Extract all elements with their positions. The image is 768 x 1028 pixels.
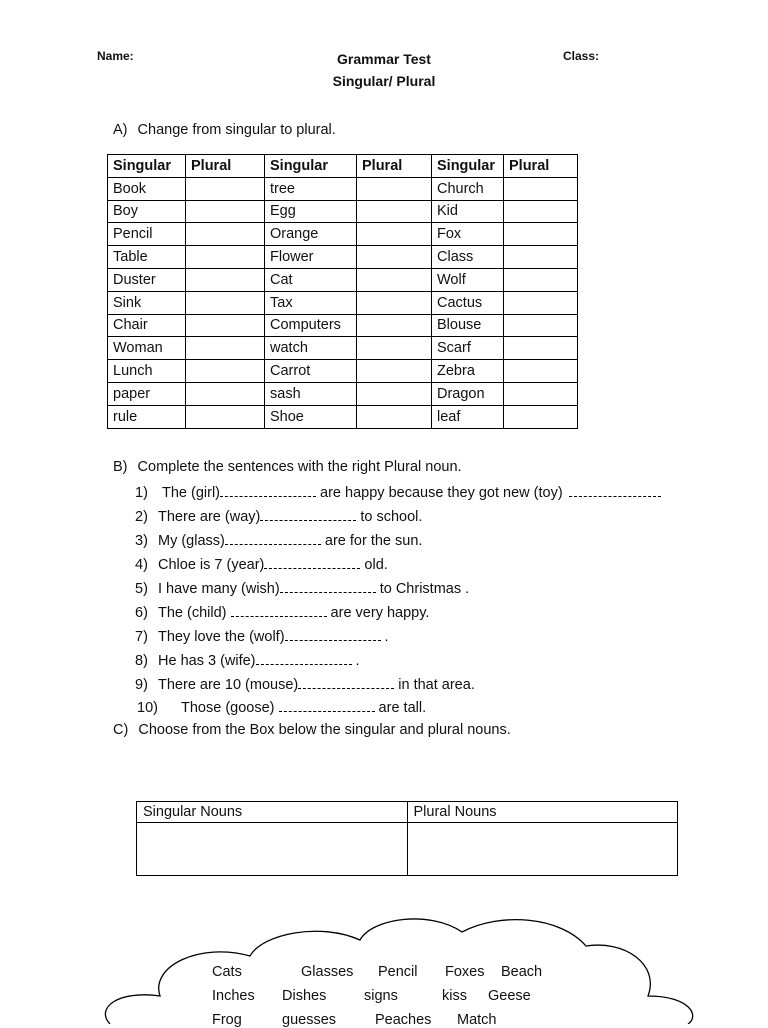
sentence-text: . [351, 653, 360, 669]
plural-answer-cell[interactable] [186, 382, 265, 405]
section-b-heading [113, 459, 462, 475]
plural-answer-cell[interactable] [504, 314, 578, 337]
sentence-text: are happy because they got new (toy) [316, 485, 563, 501]
cloud-word: guesses [282, 1012, 337, 1028]
table-row [108, 200, 578, 223]
nouns-header-row [137, 802, 678, 823]
cloud-word: Pencil [378, 964, 418, 980]
sentence-text: . [380, 629, 389, 645]
answer-blank[interactable] [231, 604, 327, 617]
sentence-text: The (girl) [162, 485, 221, 501]
plural-answer-cell[interactable] [186, 268, 265, 291]
section-b-instruction: Complete the sentences with the right Plural noun. [137, 459, 462, 475]
plural-answer-cell[interactable] [357, 200, 432, 223]
singular-word-cell: Class [432, 246, 504, 269]
cloud-word: Beach [501, 964, 543, 980]
singular-word-cell: Dragon [432, 382, 504, 405]
singular-plural-table [107, 154, 578, 429]
sentence-text: The (child) [158, 605, 231, 621]
sentence-item [135, 556, 388, 573]
cloud-word: Geese [488, 988, 531, 1004]
sentence-number: 5) [135, 581, 148, 597]
cloud-word: signs [364, 988, 398, 1004]
plural-answer-cell[interactable] [504, 223, 578, 246]
sentence-text: are tall. [374, 700, 427, 716]
plural-answer-cell[interactable] [504, 268, 578, 291]
answer-blank[interactable] [220, 484, 316, 497]
cloud-word: Match [457, 1012, 497, 1028]
sentence-text: My (glass) [158, 533, 225, 549]
sentence-item [135, 676, 475, 693]
sentence-number: 6) [135, 605, 148, 621]
singular-word-cell: Shoe [265, 405, 357, 428]
plural-answer-cell[interactable] [186, 291, 265, 314]
answer-blank[interactable] [256, 652, 352, 665]
plural-answer-cell[interactable] [504, 200, 578, 223]
section-a-instruction: Change from singular to plural. [137, 122, 336, 138]
plural-answer-cell[interactable] [186, 200, 265, 223]
col-header: Plural [504, 155, 578, 178]
sentence-text: They love the (wolf) [158, 629, 285, 645]
singular-word-cell: Blouse [432, 314, 504, 337]
singular-word-cell: Kid [432, 200, 504, 223]
singular-word-cell: Cactus [432, 291, 504, 314]
singular-word-cell: Tax [265, 291, 357, 314]
sentence-text: old. [360, 557, 388, 573]
answer-blank[interactable] [264, 556, 360, 569]
plural-answer-cell[interactable] [186, 337, 265, 360]
page-title: Grammar Test [337, 51, 431, 67]
sentence-text: There are (way) [158, 509, 261, 525]
sentence-number: 8) [135, 653, 148, 669]
section-c-instruction: Choose from the Box below the singular and plural nouns. [138, 722, 511, 738]
col-header: Singular [432, 155, 504, 178]
sentence-text: There are 10 (mouse) [158, 677, 299, 693]
plural-answer-cell[interactable] [186, 360, 265, 383]
singular-word-cell: rule [108, 405, 186, 428]
table-row [108, 314, 578, 337]
sentence-item [135, 508, 422, 525]
page-subtitle: Singular/ Plural [332, 73, 436, 89]
plural-answer-cell[interactable] [504, 246, 578, 269]
plural-answer-cell[interactable] [186, 314, 265, 337]
singular-word-cell: Lunch [108, 360, 186, 383]
col-header: Singular [265, 155, 357, 178]
singular-word-cell: paper [108, 382, 186, 405]
table-row [108, 291, 578, 314]
singular-word-cell: Carrot [265, 360, 357, 383]
plural-answer-cell[interactable] [504, 337, 578, 360]
plural-answer-cell[interactable] [357, 268, 432, 291]
sentence-text: to school. [356, 509, 423, 525]
section-c-heading [113, 722, 511, 738]
singular-word-cell: Church [432, 177, 504, 200]
plural-nouns-answer-cell[interactable] [407, 823, 678, 876]
table-row [108, 337, 578, 360]
answer-blank[interactable] [279, 699, 375, 712]
plural-nouns-header: Plural Nouns [407, 802, 678, 823]
cloud-word: Glasses [301, 964, 354, 980]
plural-answer-cell[interactable] [504, 382, 578, 405]
table-row [108, 382, 578, 405]
answer-blank[interactable] [260, 508, 356, 521]
singular-word-cell: Egg [265, 200, 357, 223]
singular-word-cell: Cat [265, 268, 357, 291]
sentence-item [135, 652, 360, 669]
singular-word-cell: tree [265, 177, 357, 200]
plural-answer-cell[interactable] [504, 360, 578, 383]
singular-word-cell: Sink [108, 291, 186, 314]
section-a-label: A) [113, 122, 128, 138]
section-c-label: C) [113, 722, 129, 738]
plural-answer-cell[interactable] [357, 360, 432, 383]
singular-word-cell: leaf [432, 405, 504, 428]
section-a-heading [113, 122, 336, 138]
sentence-item [135, 580, 469, 597]
answer-blank[interactable] [298, 676, 394, 689]
table-row [108, 177, 578, 200]
col-header: Singular [108, 155, 186, 178]
plural-answer-cell[interactable] [186, 405, 265, 428]
singular-word-cell: Woman [108, 337, 186, 360]
singular-word-cell: Table [108, 246, 186, 269]
sentence-text: in that area. [394, 677, 475, 693]
plural-answer-cell[interactable] [357, 314, 432, 337]
sentence-text: are very happy. [326, 605, 430, 621]
sentence-text: are for the sun. [320, 533, 423, 549]
sentence-text: Those (goose) [181, 700, 279, 716]
word-cloud-shape [0, 900, 768, 1024]
answer-blank[interactable] [285, 628, 381, 641]
plural-answer-cell[interactable] [504, 405, 578, 428]
sentence-number: 3) [135, 533, 148, 549]
singular-word-cell: Fox [432, 223, 504, 246]
plural-answer-cell[interactable] [186, 223, 265, 246]
plural-answer-cell[interactable] [357, 337, 432, 360]
plural-answer-cell[interactable] [504, 291, 578, 314]
singular-word-cell: Orange [265, 223, 357, 246]
answer-blank[interactable] [569, 484, 661, 497]
cloud-word: Peaches [375, 1012, 432, 1028]
sentence-item [135, 628, 389, 645]
nouns-box-table [136, 801, 678, 876]
sentence-text: I have many (wish) [158, 581, 280, 597]
table-row [108, 360, 578, 383]
cloud-word: Foxes [445, 964, 485, 980]
table-row [108, 246, 578, 269]
plural-answer-cell[interactable] [357, 382, 432, 405]
sentence-text: Chloe is 7 (year) [158, 557, 265, 573]
singular-word-cell: Computers [265, 314, 357, 337]
cloud-word: Frog [212, 1012, 242, 1028]
table-row [108, 405, 578, 428]
col-header: Plural [186, 155, 265, 178]
sentence-text: He has 3 (wife) [158, 653, 256, 669]
plural-answer-cell[interactable] [357, 405, 432, 428]
sentence-text: to Christmas . [375, 581, 470, 597]
singular-word-cell: Zebra [432, 360, 504, 383]
sentence-number: 7) [135, 629, 148, 645]
plural-answer-cell[interactable] [186, 177, 265, 200]
table-row [108, 223, 578, 246]
singular-word-cell: Scarf [432, 337, 504, 360]
singular-nouns-header: Singular Nouns [137, 802, 408, 823]
singular-word-cell: Boy [108, 200, 186, 223]
singular-word-cell: Book [108, 177, 186, 200]
plural-answer-cell[interactable] [357, 177, 432, 200]
singular-word-cell: Flower [265, 246, 357, 269]
table-row [108, 268, 578, 291]
cloud-word: Cats [212, 964, 242, 980]
cloud-word: Inches [212, 988, 255, 1004]
sentence-number: 2) [135, 509, 148, 525]
class-label: Class: [563, 49, 600, 63]
sentence-item [137, 699, 426, 716]
table-header-row [108, 155, 578, 178]
singular-nouns-answer-cell[interactable] [137, 823, 408, 876]
sentence-item [135, 604, 429, 621]
singular-word-cell: watch [265, 337, 357, 360]
singular-word-cell: Wolf [432, 268, 504, 291]
sentence-number: 4) [135, 557, 148, 573]
plural-answer-cell[interactable] [504, 177, 578, 200]
answer-blank[interactable] [280, 580, 376, 593]
section-b-label: B) [113, 459, 128, 475]
sentence-number: 9) [135, 677, 148, 693]
sentence-item [135, 532, 422, 549]
sentence-number: 10) [137, 700, 158, 716]
cloud-word: kiss [442, 988, 467, 1004]
name-label: Name: [97, 49, 134, 63]
singular-word-cell: sash [265, 382, 357, 405]
singular-word-cell: Duster [108, 268, 186, 291]
singular-word-cell: Pencil [108, 223, 186, 246]
plural-answer-cell[interactable] [357, 223, 432, 246]
plural-answer-cell[interactable] [357, 291, 432, 314]
plural-answer-cell[interactable] [186, 246, 265, 269]
sentence-number: 1) [135, 485, 148, 501]
answer-blank[interactable] [225, 532, 321, 545]
sentence-item [135, 484, 661, 501]
singular-word-cell: Chair [108, 314, 186, 337]
col-header: Plural [357, 155, 432, 178]
plural-answer-cell[interactable] [357, 246, 432, 269]
cloud-word: Dishes [282, 988, 327, 1004]
nouns-answer-row [137, 823, 678, 876]
